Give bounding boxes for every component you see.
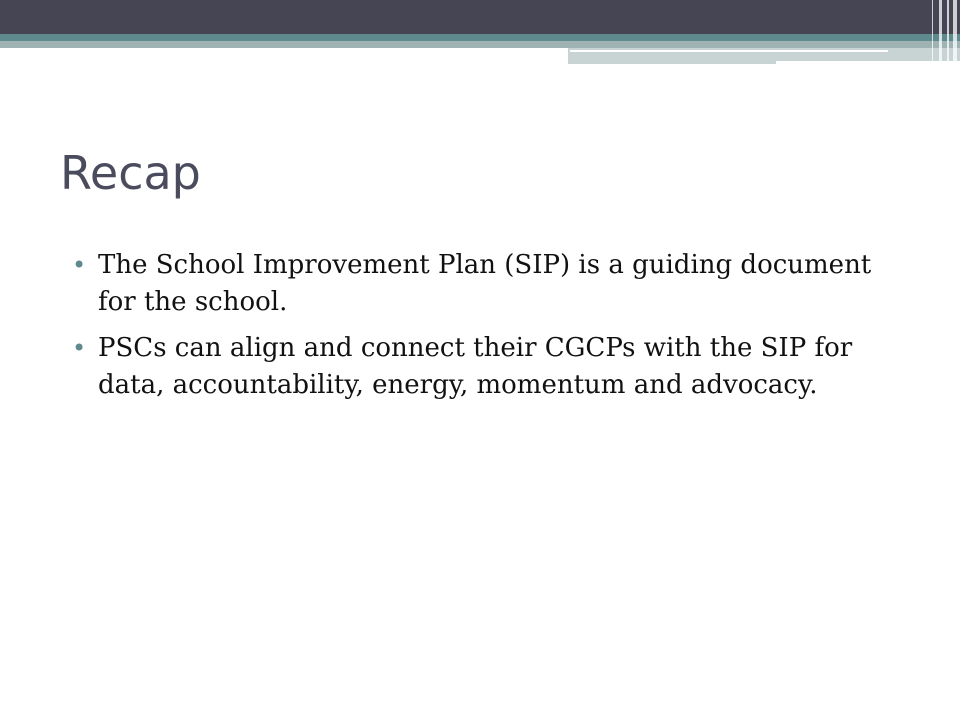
bullet-item [70, 247, 910, 321]
header-band-dark [0, 0, 960, 34]
header-stripe [953, 0, 957, 64]
bullet-marker-icon: • [72, 334, 87, 362]
header-accent-line [570, 50, 888, 52]
bullet-item [70, 330, 910, 404]
bullet-text: PSCs can align and connect their CGCPs with the SIP for data, accountability, energy, momentum and advocacy. [98, 333, 853, 400]
bullet-marker-icon: • [72, 251, 87, 279]
header-band-gray [0, 41, 960, 48]
header-band-teal [0, 34, 960, 41]
header-stripe [932, 0, 933, 64]
bullet-text: The School Improvement Plan (SIP) is a guiding document for the school. [98, 250, 872, 317]
header-stripe [947, 0, 949, 64]
bullet-list [70, 247, 910, 413]
header-stripe [939, 0, 942, 64]
slide-title: Recap [60, 146, 201, 200]
